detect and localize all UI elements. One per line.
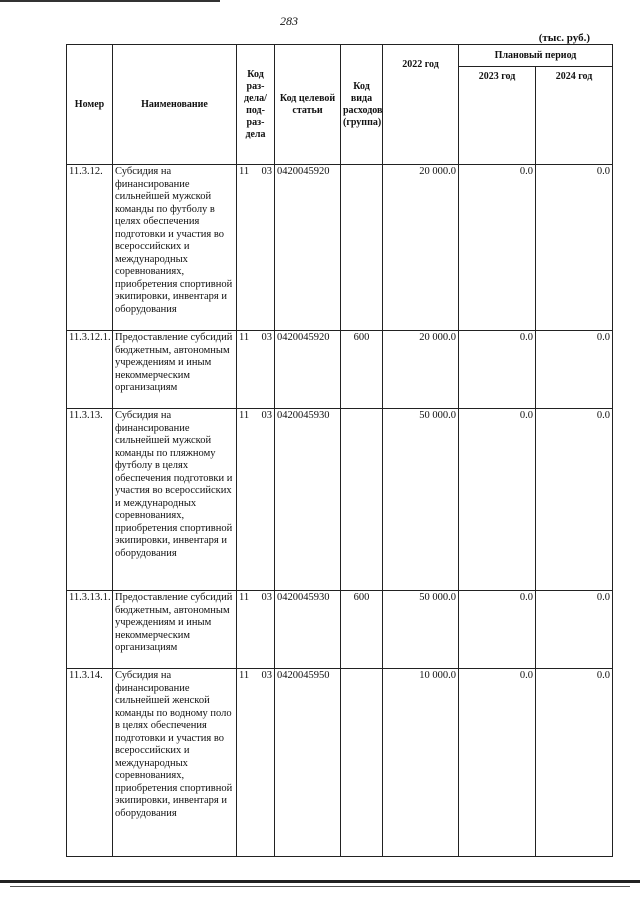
row-2024: 0.0 [536, 165, 613, 331]
page-number: 283 [280, 14, 298, 28]
row-2022: 20 000.0 [383, 331, 459, 409]
header-number: Номер [67, 45, 113, 165]
razdel: 11 [239, 166, 250, 177]
row-expense [341, 669, 383, 857]
row-2023: 0.0 [459, 331, 536, 409]
header-2023: 2023 год [459, 67, 536, 165]
bottom-rule [0, 880, 640, 883]
header-target: Код целевой статьи [275, 45, 341, 165]
row-number: 11.3.12. [67, 165, 113, 331]
row-2024: 0.0 [536, 409, 613, 591]
row-2024: 0.0 [536, 669, 613, 857]
header-2022: 2022 год [383, 45, 459, 165]
razdel: 11 [239, 332, 250, 343]
podrazdel: 03 [261, 166, 272, 177]
row-expense [341, 165, 383, 331]
table-row [67, 591, 613, 669]
row-name: Предоставление субсидий бюджетным, автономным учреждениям и иным некоммерческим организациям [113, 331, 237, 409]
header-name: Наименование [113, 45, 237, 165]
row-2023: 0.0 [459, 409, 536, 591]
row-expense: 600 [341, 591, 383, 669]
table-row [67, 331, 613, 409]
row-2023: 0.0 [459, 669, 536, 857]
budget-table [66, 44, 613, 857]
row-number: 11.3.13. [67, 409, 113, 591]
units-label: (тыс. руб.) [538, 32, 590, 44]
row-target: 0420045930 [275, 591, 341, 669]
row-number: 11.3.14. [67, 669, 113, 857]
podrazdel: 03 [261, 410, 272, 421]
row-name: Субсидия на финансирование сильнейшей мужской команды по футболу в целях обеспечения подготовки и участия во всероссийских и международных соревнованиях, приобретения спортивной экипировки, инвентаря и оборудования [113, 165, 237, 331]
row-section [237, 669, 275, 857]
row-section [237, 331, 275, 409]
table-row [67, 669, 613, 857]
table-row [67, 409, 613, 591]
row-2022: 50 000.0 [383, 591, 459, 669]
podrazdel: 03 [261, 670, 272, 681]
row-expense [341, 409, 383, 591]
row-name: Предоставление субсидий бюджетным, автономным учреждениям и иным некоммерческим организациям [113, 591, 237, 669]
row-section [237, 591, 275, 669]
row-number: 11.3.13.1. [67, 591, 113, 669]
row-name: Субсидия на финансирование сильнейшей женской команды по водному поло в целях обеспечения подготовки и участия во всероссийских и международных соревнованиях, приобретения спортивной экипировки, инвентаря и оборудования [113, 669, 237, 857]
header-planned-period: Плановый период [459, 45, 613, 67]
bottom-rule-thin [10, 886, 630, 887]
row-target: 0420045920 [275, 331, 341, 409]
row-expense: 600 [341, 331, 383, 409]
row-2023: 0.0 [459, 591, 536, 669]
podrazdel: 03 [261, 592, 272, 603]
razdel: 11 [239, 670, 250, 681]
row-2022: 10 000.0 [383, 669, 459, 857]
row-target: 0420045920 [275, 165, 341, 331]
header-2024: 2024 год [536, 67, 613, 165]
podrazdel: 03 [261, 332, 272, 343]
header-section: Код раз-дела/ под-раз-дела [237, 45, 275, 165]
row-2024: 0.0 [536, 591, 613, 669]
row-2023: 0.0 [459, 165, 536, 331]
row-2022: 20 000.0 [383, 165, 459, 331]
razdel: 11 [239, 592, 250, 603]
table-row [67, 165, 613, 331]
row-section [237, 409, 275, 591]
header-expense: Код вида расходов (группа) [341, 45, 383, 165]
row-target: 0420045950 [275, 669, 341, 857]
row-2022: 50 000.0 [383, 409, 459, 591]
row-2024: 0.0 [536, 331, 613, 409]
row-target: 0420045930 [275, 409, 341, 591]
row-number: 11.3.12.1. [67, 331, 113, 409]
row-section [237, 165, 275, 331]
top-rule [0, 0, 220, 2]
row-name: Субсидия на финансирование сильнейшей мужской команды по пляжному футболу в целях обеспечения подготовки и участия во всероссийских и международных соревнованиях, приобретения спортивной экипировки, инвентаря и оборудования [113, 409, 237, 591]
razdel: 11 [239, 410, 250, 421]
